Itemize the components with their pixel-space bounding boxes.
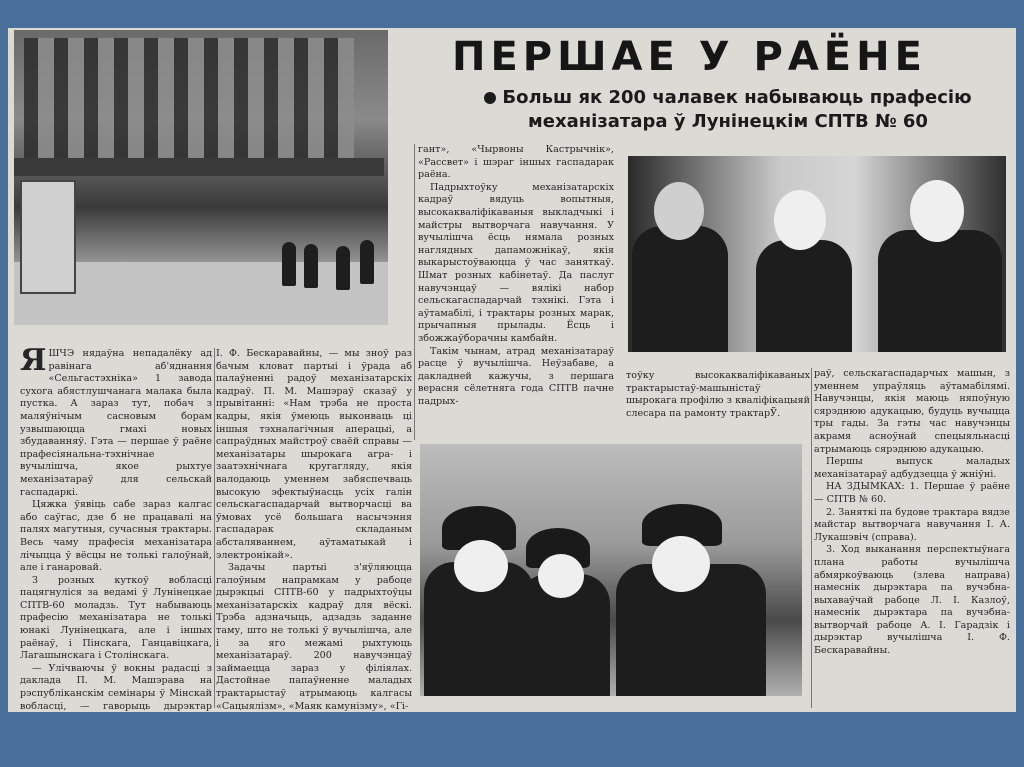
building-canopy [14, 158, 384, 176]
man-figure [878, 230, 1002, 352]
column-rule [214, 348, 215, 708]
paragraph: — Улічваючы ў вокны радасці з даклада П. М. Машэрава на рэспубліканскім семінары ў Мінскай вобласці, — гаворыць дырэктар [20, 662, 212, 712]
article-column-2 [216, 348, 412, 710]
article-column-1 [20, 343, 212, 712]
subheadline-text: Больш як 200 чалавек набываюць прафесію механізатара ў Лунінецкім СПТВ № 60 [502, 87, 972, 132]
person-figure [282, 242, 296, 286]
article-subheadline [468, 86, 988, 134]
column-rule [811, 368, 812, 708]
building-facade [24, 38, 354, 163]
column-rule [414, 144, 415, 440]
paragraph: ШЧЭ нядаўна непадалёку ад равінага аб'яднання «Сельгастэхніка» 1 завода сухога абястлушчанага малака была пустка. А зараз тут, побач з маляўнічым сасновым борам узвышаюцца гмахі новых збудаванняў. Гэта — першае ў раёне прафесіянальна-тэхнічнае вучылішча, якое рыхтуе механізатараў для сельскай гаспадаркі. [20, 348, 212, 498]
paragraph: Задачы партыі з'яўляюцца галоўным напрамкам у рабоце дырэкцыі СПТВ-60 у падрыхтоўцы механізатарскіх кадраў для вёскі. Трэба адзначыць, адзадзь заданне таму, што не толькі ў вучылішча, але і за яго межамі рыхтуюць механізатараў. 200 навучэнцаў займаецца зараз у філіялах. Дастойнае папаўненне маладых трактарыстаў атрымаюць калгасы «Сацыялізм», «Маяк камунізму», «Гі- [216, 562, 412, 712]
student-head [538, 554, 584, 598]
paragraph: Цяжка ўявіць сабе зараз калгас або саўгас, дзе б не працавалі на палях магутныя, сучасныя трактары. Весь чаму прафесія механізатара лічыцца ў вёсцы не толькі галоўнай, але і ганаровай. [20, 499, 212, 574]
paragraph: І. Ф. Бескаравайны, — мы зноў раз бачым кловат партыі і ўрада аб палаўненні радоў механізатарскіх кадраў. П. М. Машэраў сказаў у прывітанні: «Нам трэба не проста кадры, якія ўмеюць выконваць ці іншыя тэхналагічныя аперацыі, а сапраўдных майстроў сваёй справы — механізатары шырокага агра- і заатэхнічнага кругагляду, якія валодаюць уменнем забяспечваць высокую эфектыўнасць усіх галін сельскагаспадарчай вытворчасці ва ўмовах усё большага насычэння гаспадарак складаным абсталяваннем, аўтаматыкай і электронікай». [216, 348, 412, 561]
man-head [654, 182, 704, 240]
instructor-head [652, 536, 710, 592]
man-head [910, 180, 964, 242]
man-figure [632, 226, 728, 352]
person-figure [360, 240, 374, 284]
article-column-4 [626, 370, 810, 428]
article-column-5 [814, 368, 1010, 708]
man-figure [756, 240, 852, 352]
bottom-margin-band [0, 712, 1024, 767]
bullet-icon [484, 92, 496, 104]
building-entrance [20, 180, 76, 294]
man-head [774, 190, 826, 250]
person-figure [336, 246, 350, 290]
paragraph: раў, сельскагаспадарчых машын, з уменнем упраўляць аўтамабілямі. Навучэнцы, якія маюць няпоўную сярэднюю адукацыю, будуць вучыцца тры гады. За гэты час навучэнцы акрамя асноўнай спецыяльнасці атрымаюць сярэднюю адукацыю. [814, 368, 1010, 455]
article-headline: ПЕРШАЕ У РАЁНЕ [452, 34, 927, 80]
newspaper-page [8, 28, 1016, 712]
paragraph: гант», «Чырвоны Кастрычнік», «Рассвет» і шэраг іншых гаспадарак раёна. [418, 144, 614, 181]
person-figure [304, 244, 318, 288]
top-margin-band [0, 0, 1024, 28]
drop-cap: Я [20, 343, 47, 378]
staff-meeting-photo [628, 156, 1006, 352]
student-head [454, 540, 508, 592]
article-column-3 [418, 144, 614, 407]
paragraph: тоўку высокакваліфікаваных трактарыстаў-машыністаў шырокага профілю з кваліфікацыяй слесара па рамонту трактарЎ. [626, 370, 810, 419]
school-building-photo [14, 30, 388, 325]
tractor-lesson-photo [420, 444, 802, 696]
photo-caption: 3. Ход выканання перспектыўнага плана работы вучылішча абмяркоўваюць (злева направа) намеснік дырэктара па вучэбна-выхаваўчай рабоце Л. І. Казлоў, намеснік дырэктара па вучэбна-вытворчай рабоце А. І. Гарадзік і дырэктар вучылішча І. Ф. Бескаравайны. [814, 544, 1010, 657]
photo-caption: 2. Заняткі па будове трактара вядзе майстар вытворчага навучання І. А. Лукашэвіч (справа). [814, 506, 1010, 543]
paragraph: З розных куткоў вобласці пацягнуліся за ведамі ў Лунінецкае СПТВ-60 моладзь. Тут набываюць прафесію механізатара не толькі юнакі Лунінецкага, але і іншых раёнаў, і Пінскага, Ганцавіцкага, Лагашынскага і Столінскага. [20, 574, 212, 662]
paragraph: Такім чынам, атрад механізатараў расце ў вучылішча. Неўзабаве, а дакладней кажучы, з першага верасня сёлетняга года СПТВ пачне падрых- [418, 345, 614, 407]
paragraph: Падрыхтоўку механізатарскіх кадраў вядуць вопытныя, высокакваліфікаваныя выкладчыкі і майстры вытворчага навучання. У вучылішча ёсць нямала розных наглядных дапаможнікаў, якія выкарыстоўваюцца ў час заняткаў. Шмат розных кабінетаў. Да паслуг навучэнцаў — вялікі набор сельскагаспадарчай тэхнікі. Гэта і аўтамабілі, і трактары розных марак, прычапныя прылады. Ёсць і збожжаўборачны камбайн. [418, 181, 614, 344]
paragraph: Першы выпуск маладых механізатараў адбудзецца ў жніўні. [814, 456, 1010, 480]
photo-caption: НА ЗДЫМКАХ: 1. Першае ў раёне — СПТВ № 60. [814, 481, 1010, 505]
